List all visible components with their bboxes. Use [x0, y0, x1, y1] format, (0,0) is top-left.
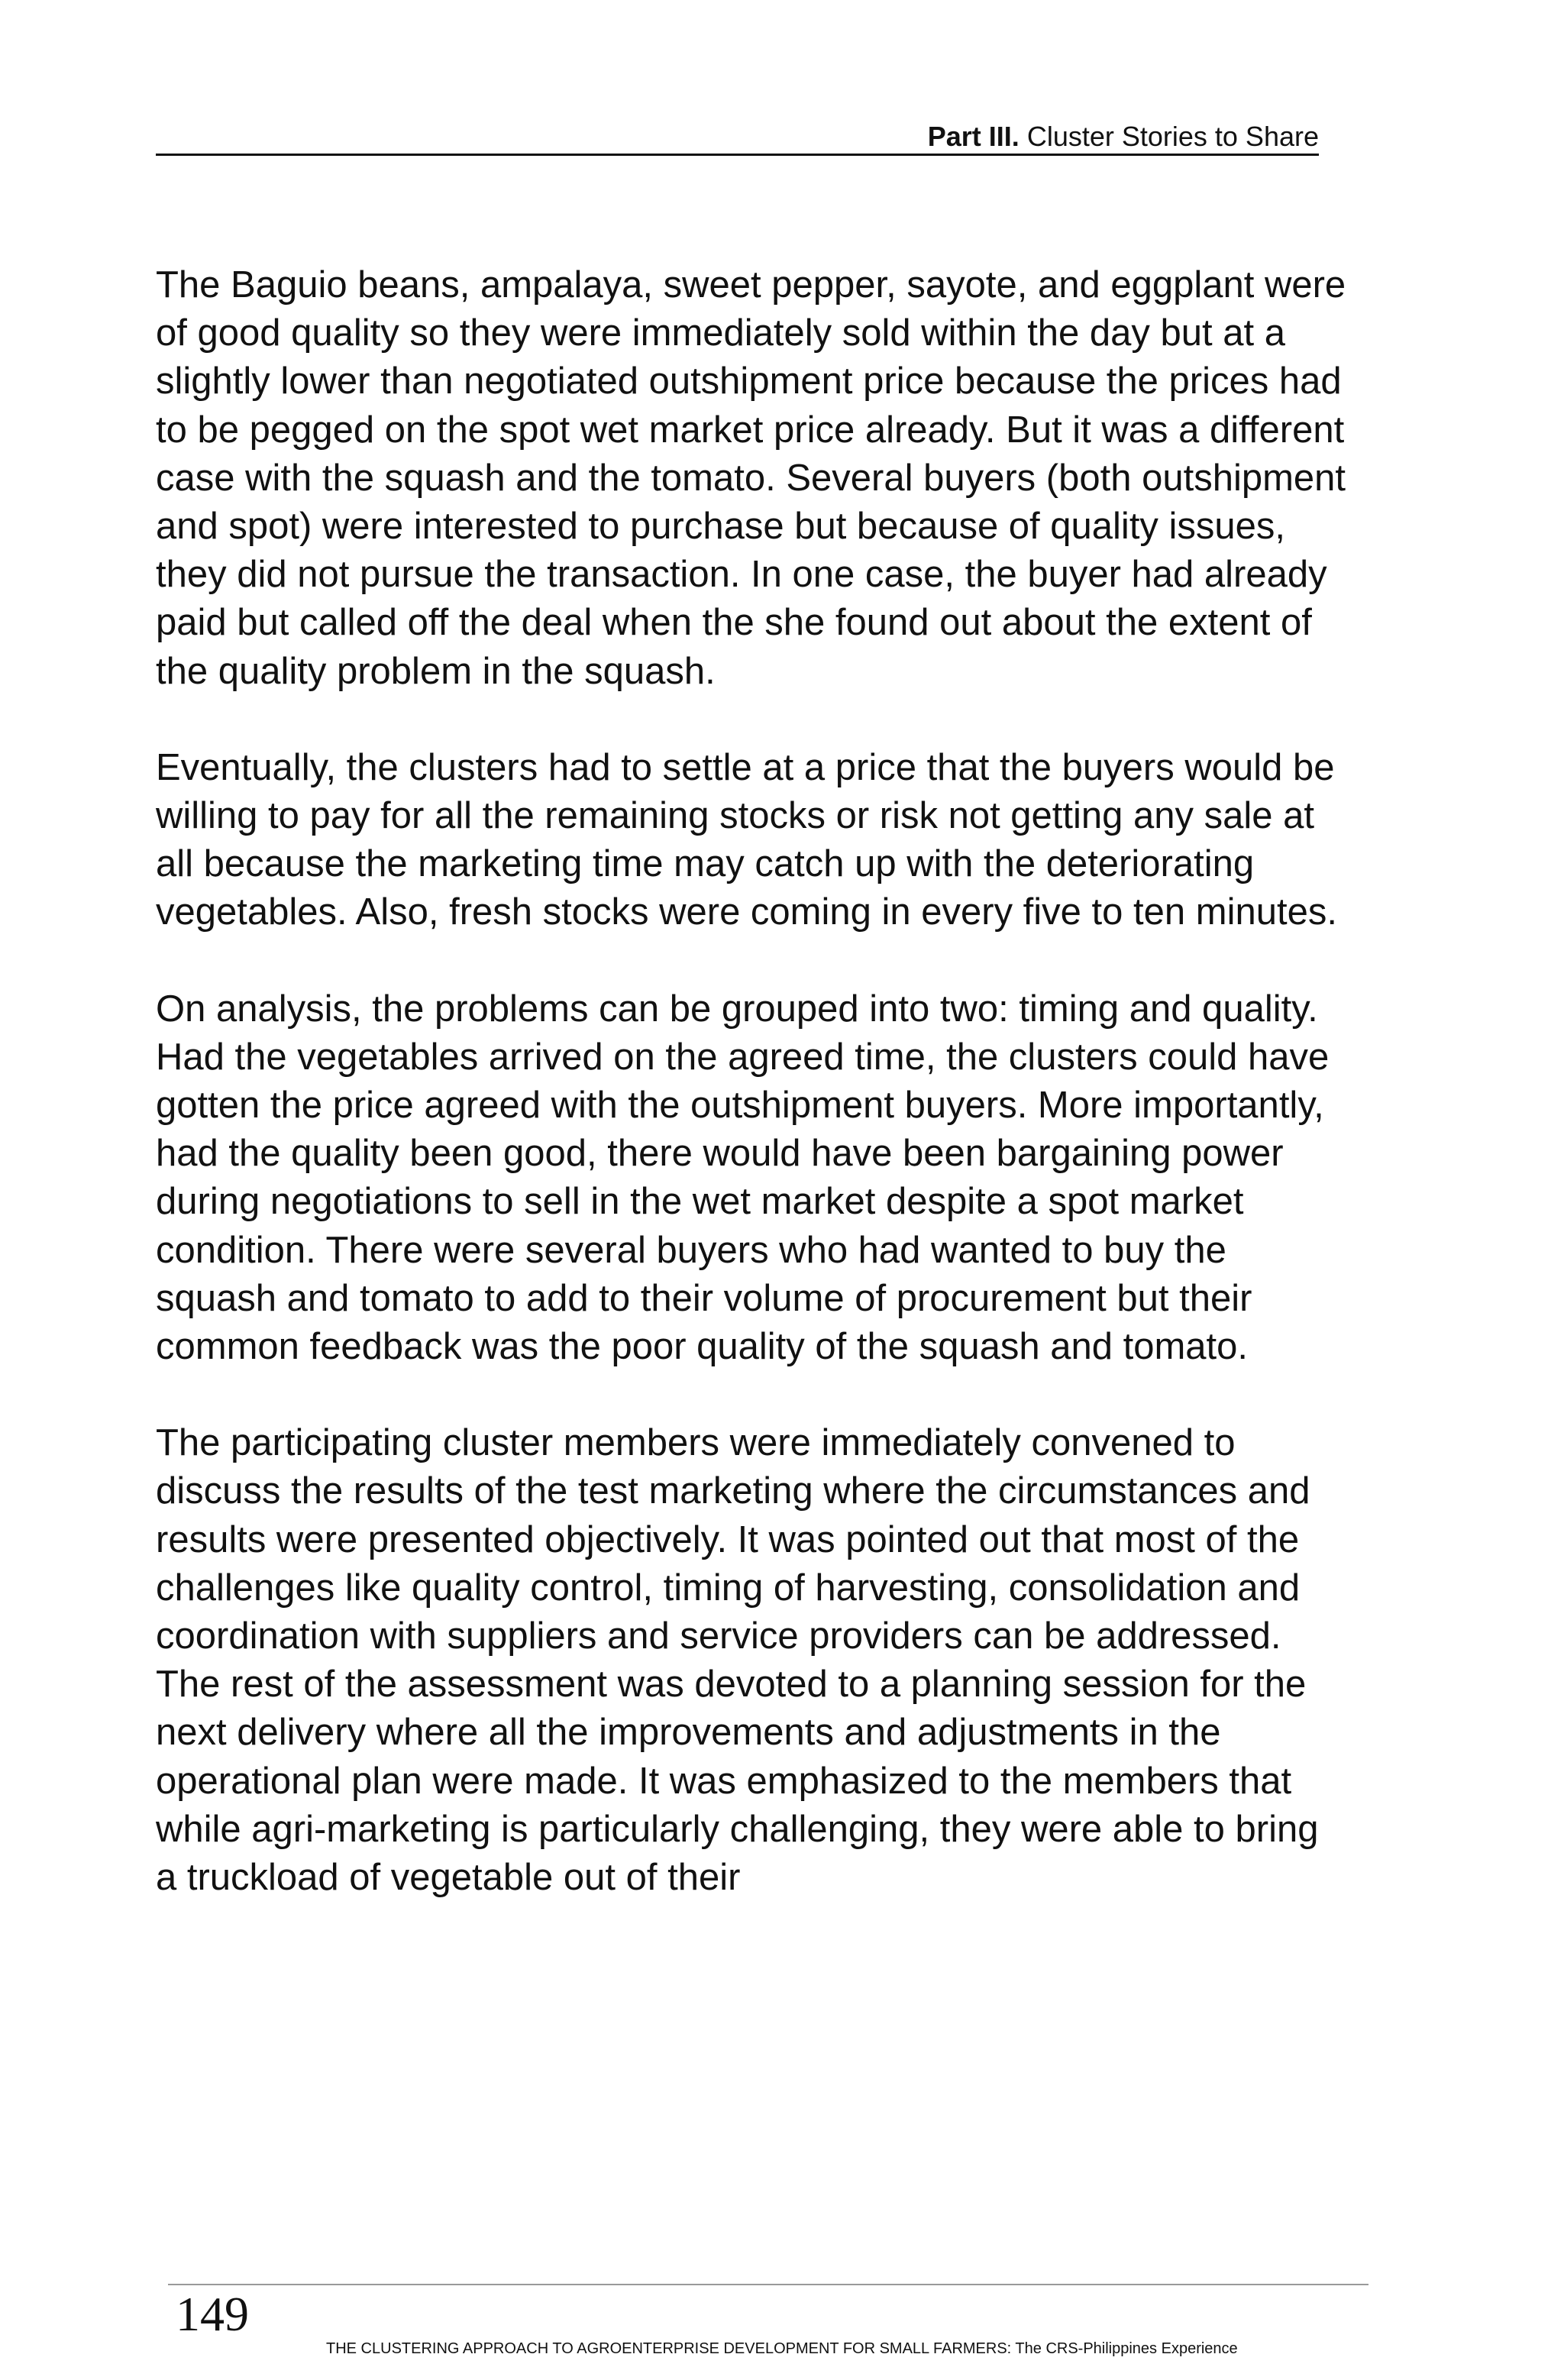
paragraph: Eventually, the clusters had to settle at a price that the buyers would be willing to pay for all the remaining stocks or risk not getting any sale at all because the marketing time may catch up with the deteriorating vegetables. Also, fresh stocks were coming in every five to ten minutes.: [156, 746, 1337, 933]
footer-rule: [168, 2284, 1368, 2285]
body-text: [156, 261, 1347, 1950]
header-rule: [156, 154, 1319, 156]
footer-book-title: THE CLUSTERING APPROACH TO AGROENTERPRISE DEVELOPMENT FOR SMALL FARMERS: The CRS-Philippines Experience: [326, 2340, 1238, 2357]
running-header: [928, 121, 1319, 153]
paragraph: The Baguio beans, ampalaya, sweet pepper, sayote, and eggplant were of good quality so they were immediately sold within the day but at a slightly lower than negotiated outshipment price because the prices had to be pegged on the spot wet market price already. But it was a different case with the squash and the tomato. Several buyers (both outshipment and spot) were interested to purchase but because of quality issues, they did not pursue the transaction. In one case, the buyer had already paid but called off the deal when the she found out about the extent of the quality problem in the squash.: [156, 264, 1346, 692]
page-number: 149: [176, 2287, 249, 2341]
paragraph: The participating cluster members were immediately convened to discuss the results of the test marketing where the circumstances and results were presented objectively. It was pointed out that most of the challenges like quality control, timing of harvesting, consolidation and coordination with suppliers and service providers can be addressed. The rest of the assessment was devoted to a planning session for the next delivery where all the improvements and adjustments in the operational plan were made. It was emphasized to the members that while agri-marketing is particularly challenging, they were able to bring a truckload of vegetable out of their: [156, 1422, 1319, 1899]
paragraph: On analysis, the problems can be grouped into two: timing and quality. Had the vegetables arrived on the agreed time, the clusters could have gotten the price agreed with the outshipment buyers. More importantly, had the quality been good, there would have been bargaining power during negotiations to sell in the wet market despite a spot market condition. There were several buyers who had wanted to buy the squash and tomato to add to their volume of procurement but their common feedback was the poor quality of the squash and tomato.: [156, 988, 1330, 1368]
header-section-title: Cluster Stories to Share: [1026, 121, 1319, 152]
header-part-label: Part III.: [927, 121, 1020, 152]
